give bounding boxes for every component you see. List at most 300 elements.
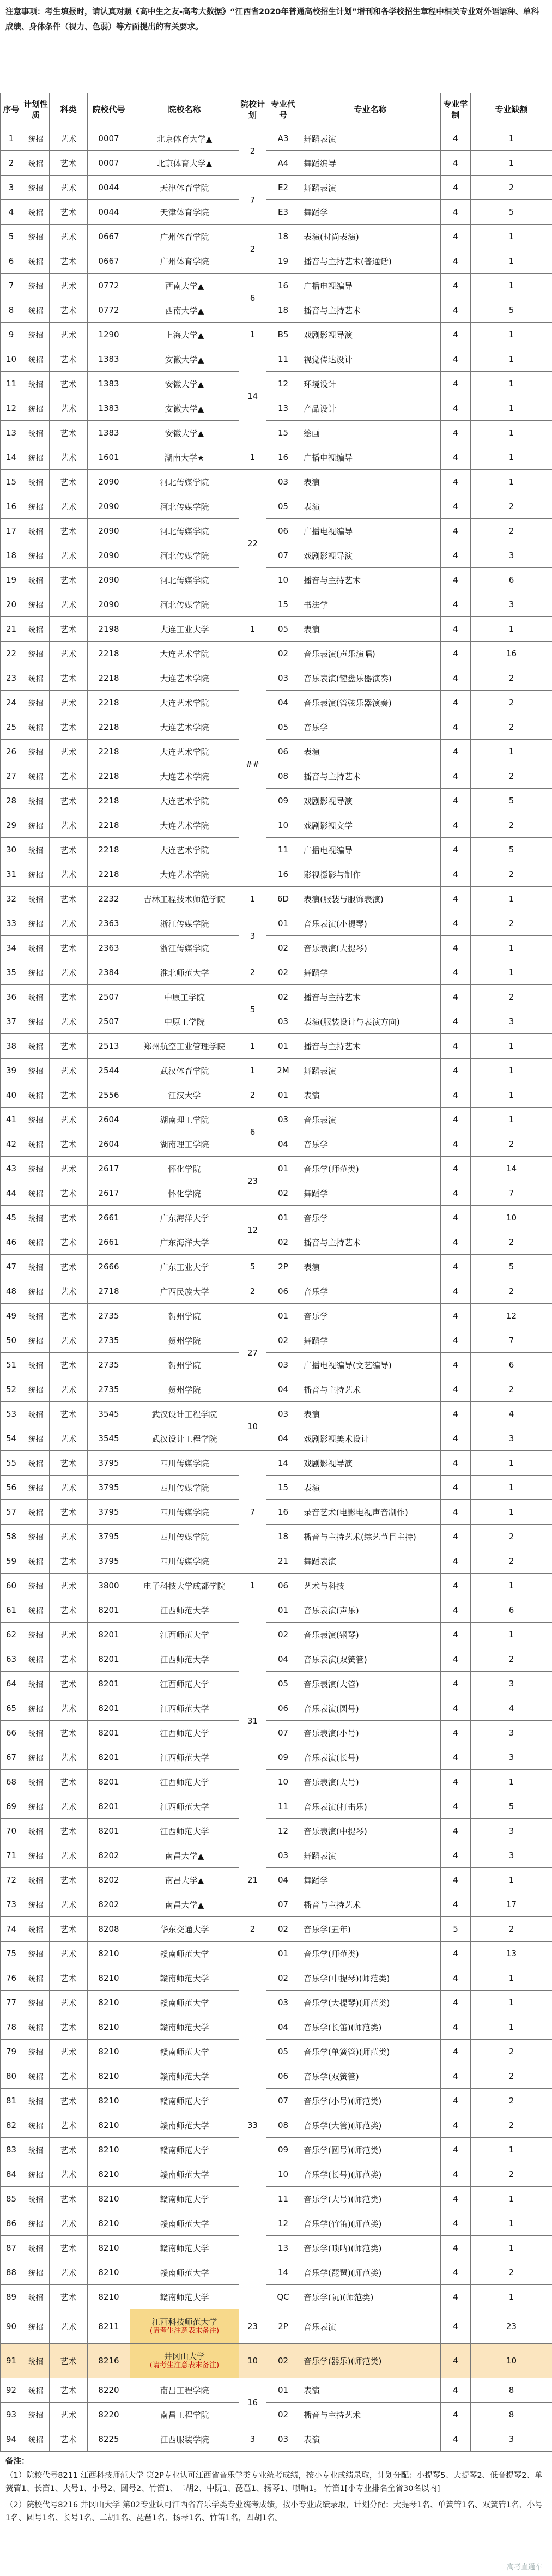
- vacancy: 1: [471, 1966, 552, 1991]
- plan-type: 统招: [22, 1574, 50, 1598]
- category: 艺术: [50, 764, 88, 789]
- table-row: [1, 1034, 552, 1059]
- school-code: 2666: [88, 1255, 130, 1279]
- table-row: [1, 1745, 552, 1770]
- plan-type: 统招: [22, 789, 50, 813]
- school-code: 8210: [88, 2138, 130, 2162]
- major-name: 广播电视编导: [300, 519, 441, 543]
- major-code: 10: [266, 1770, 300, 1794]
- school-name: 四川传媒学院: [130, 1525, 239, 1549]
- duration: 4: [441, 323, 471, 347]
- major-code: 01: [266, 1083, 300, 1108]
- school-code: 8220: [88, 2403, 130, 2427]
- plan-type: 统招: [22, 1647, 50, 1672]
- table-row: [1, 445, 552, 470]
- major-code: 05: [266, 2040, 300, 2064]
- row-index: 49: [1, 1304, 22, 1328]
- major-code: 09: [266, 2138, 300, 2162]
- table-row: [1, 2378, 552, 2403]
- school-code: 8208: [88, 1917, 130, 1942]
- duration: 4: [441, 151, 471, 176]
- school-name: 大连艺术学院: [130, 715, 239, 740]
- major-code: 03: [266, 470, 300, 494]
- major-code: 03: [266, 2427, 300, 2452]
- major-name: 音乐学(大提琴)(师范类): [300, 1991, 441, 2015]
- vacancy: 2: [471, 2260, 552, 2285]
- duration: 4: [441, 960, 471, 985]
- duration: 4: [441, 2162, 471, 2187]
- table-row: [1, 249, 552, 274]
- school-name: 河北传媒学院: [130, 519, 239, 543]
- table-row: [1, 1476, 552, 1500]
- major-name: 音乐表演(键盘乐器演奏): [300, 666, 441, 691]
- vacancy: 1: [471, 323, 552, 347]
- plan-type: 统招: [22, 1745, 50, 1770]
- school-code: 8201: [88, 1598, 130, 1623]
- school-code: 8210: [88, 2064, 130, 2089]
- major-name: 广播电视编导(文艺编导): [300, 1353, 441, 1377]
- school-name: 江西师范大学: [130, 1623, 239, 1647]
- major-code: 02: [266, 2344, 300, 2378]
- row-index: 89: [1, 2285, 22, 2309]
- duration: 4: [441, 2236, 471, 2260]
- category: 艺术: [50, 421, 88, 445]
- major-code: 03: [266, 666, 300, 691]
- vacancy: 1: [471, 1451, 552, 1476]
- major-code: 02: [266, 1328, 300, 1353]
- major-code: 03: [266, 1402, 300, 1426]
- duration: 4: [441, 126, 471, 151]
- category: 艺术: [50, 1868, 88, 1892]
- row-index: 57: [1, 1500, 22, 1525]
- school-code: 1383: [88, 396, 130, 421]
- vacancy: 4: [471, 1696, 552, 1721]
- col-index-header: 序号: [1, 93, 22, 126]
- major-code: 6D: [266, 887, 300, 911]
- school-code: 2544: [88, 1059, 130, 1083]
- school-name: 江西服装学院: [130, 2427, 239, 2452]
- row-index: 67: [1, 1745, 22, 1770]
- school-plan: 12: [239, 1206, 266, 1255]
- school-name: 大连艺术学院: [130, 642, 239, 666]
- duration: 4: [441, 225, 471, 249]
- duration: 4: [441, 1819, 471, 1843]
- major-name: 环境设计: [300, 372, 441, 396]
- table-row: [1, 691, 552, 715]
- plan-type: 统招: [22, 1991, 50, 2015]
- school-code: 0044: [88, 200, 130, 225]
- table-body: [1, 126, 552, 2452]
- plan-type: 统招: [22, 2064, 50, 2089]
- school-name: 北京体育大学▲: [130, 126, 239, 151]
- major-name: 舞蹈学: [300, 1328, 441, 1353]
- duration: 4: [441, 2089, 471, 2113]
- duration: 4: [441, 1206, 471, 1230]
- duration: 4: [441, 2064, 471, 2089]
- vacancy: 1: [471, 1574, 552, 1598]
- duration: 4: [441, 1328, 471, 1353]
- school-name: 大连艺术学院: [130, 813, 239, 838]
- plan-type: 统招: [22, 2162, 50, 2187]
- major-code: 07: [266, 2089, 300, 2113]
- major-code: 12: [266, 372, 300, 396]
- duration: 4: [441, 1279, 471, 1304]
- vacancy: 2: [471, 2040, 552, 2064]
- row-index: 35: [1, 960, 22, 985]
- plan-type: 统招: [22, 1132, 50, 1157]
- school-plan: 1: [239, 887, 266, 911]
- category: 艺术: [50, 2015, 88, 2040]
- duration: 4: [441, 1525, 471, 1549]
- school-code: 8210: [88, 2015, 130, 2040]
- vacancy: 1: [471, 1034, 552, 1059]
- school-code: 2604: [88, 1108, 130, 1132]
- major-name: 音乐表演(小提琴): [300, 911, 441, 936]
- category: 艺术: [50, 126, 88, 151]
- school-name: 大连艺术学院: [130, 838, 239, 862]
- category: 艺术: [50, 1623, 88, 1647]
- major-code: 01: [266, 911, 300, 936]
- plan-type: 统招: [22, 2187, 50, 2211]
- plan-type: 统招: [22, 1917, 50, 1942]
- table-row: [1, 2162, 552, 2187]
- school-name: 郑州航空工业管理学院: [130, 1034, 239, 1059]
- row-index: 22: [1, 642, 22, 666]
- duration: 4: [441, 274, 471, 298]
- school-code: 2218: [88, 764, 130, 789]
- duration: 4: [441, 2309, 471, 2344]
- category: 艺术: [50, 1525, 88, 1549]
- vacancy: 23: [471, 2309, 552, 2344]
- row-index: 18: [1, 543, 22, 568]
- category: 艺术: [50, 1279, 88, 1304]
- table-row: [1, 1402, 552, 1426]
- school-plan: 16: [239, 2378, 266, 2427]
- major-code: 18: [266, 1525, 300, 1549]
- school-name-text: 井冈山大学: [163, 2351, 205, 2361]
- category: 艺术: [50, 2236, 88, 2260]
- table-row: [1, 1966, 552, 1991]
- school-code: 8201: [88, 1623, 130, 1647]
- col-duration-header: 专业学制: [441, 93, 471, 126]
- vacancy: 2: [471, 691, 552, 715]
- school-code: 2661: [88, 1230, 130, 1255]
- category: 艺术: [50, 666, 88, 691]
- row-index: 26: [1, 740, 22, 764]
- school-name: 安徽大学▲: [130, 347, 239, 372]
- table-row: [1, 715, 552, 740]
- duration: 4: [441, 1353, 471, 1377]
- major-code: 04: [266, 2015, 300, 2040]
- school-name: [130, 2344, 239, 2378]
- row-index: 44: [1, 1181, 22, 1206]
- category: 艺术: [50, 2344, 88, 2378]
- col-major-name-header: 专业名称: [300, 93, 441, 126]
- plan-type: 统招: [22, 1770, 50, 1794]
- school-name: 淮北师范大学: [130, 960, 239, 985]
- major-code: 06: [266, 519, 300, 543]
- duration: 4: [441, 1868, 471, 1892]
- school-name: 江西师范大学: [130, 1672, 239, 1696]
- major-code: 14: [266, 1451, 300, 1476]
- school-name: 天津体育学院: [130, 176, 239, 200]
- school-code: 2507: [88, 985, 130, 1009]
- row-index: 9: [1, 323, 22, 347]
- plan-type: 统招: [22, 666, 50, 691]
- plan-type: 统招: [22, 985, 50, 1009]
- major-name: 音乐表演(中提琴): [300, 1819, 441, 1843]
- plan-type: 统招: [22, 2138, 50, 2162]
- table-row: [1, 2403, 552, 2427]
- school-plan: 23: [239, 2309, 266, 2344]
- major-code: 13: [266, 2236, 300, 2260]
- duration: 4: [441, 494, 471, 519]
- vacancy: 3: [471, 1009, 552, 1034]
- duration: 4: [441, 1157, 471, 1181]
- major-name: 播音与主持艺术: [300, 1892, 441, 1917]
- plan-type: 统招: [22, 2113, 50, 2138]
- table-row: [1, 2344, 552, 2378]
- vacancy: 1: [471, 1868, 552, 1892]
- major-code: QC: [266, 2285, 300, 2309]
- table-row: [1, 1991, 552, 2015]
- plan-type: 统招: [22, 1966, 50, 1991]
- major-name: 音乐表演(圆号): [300, 1696, 441, 1721]
- row-index: 94: [1, 2427, 22, 2452]
- vacancy: 1: [471, 2285, 552, 2309]
- major-name: 表演(时尚表演): [300, 225, 441, 249]
- vacancy: 17: [471, 1892, 552, 1917]
- table-row: [1, 225, 552, 249]
- duration: 4: [441, 543, 471, 568]
- row-index: 17: [1, 519, 22, 543]
- school-code: 2507: [88, 1009, 130, 1034]
- major-name: 音乐学(大号)(师范类): [300, 2187, 441, 2211]
- row-index: 13: [1, 421, 22, 445]
- table-row: [1, 1181, 552, 1206]
- vacancy: 1: [471, 740, 552, 764]
- major-code: 15: [266, 592, 300, 617]
- school-plan: 7: [239, 1451, 266, 1574]
- category: 艺术: [50, 1721, 88, 1745]
- vacancy: 3: [471, 1843, 552, 1868]
- row-index: 23: [1, 666, 22, 691]
- duration: 4: [441, 617, 471, 642]
- major-code: A4: [266, 151, 300, 176]
- remark-2: （2）院校代号8216 井冈山大学 第02专业认可江西省音乐学类专业统考成绩，按小专业成绩录取，计划分配：大提琴1名、单簧管1名、双簧管1名、小号1名、圆号1名、长号1名、二胡1名、琵琶1名、扬琴1名、竹笛1名，四胡1名。: [5, 2501, 543, 2523]
- duration: 4: [441, 1476, 471, 1500]
- school-name: 南昌大学▲: [130, 1892, 239, 1917]
- major-code: 10: [266, 813, 300, 838]
- duration: 4: [441, 1966, 471, 1991]
- school-plan: 31: [239, 1598, 266, 1843]
- school-plan: 27: [239, 1304, 266, 1402]
- table-row: [1, 2064, 552, 2089]
- school-code: 2218: [88, 862, 130, 887]
- plan-type: 统招: [22, 740, 50, 764]
- major-name: 播音与主持艺术(综艺节目主持): [300, 1525, 441, 1549]
- table-row: [1, 2211, 552, 2236]
- vacancy: 1: [471, 225, 552, 249]
- category: 艺术: [50, 151, 88, 176]
- school-code: 2090: [88, 470, 130, 494]
- duration: 5: [441, 1917, 471, 1942]
- plan-type: 统招: [22, 2285, 50, 2309]
- row-index: 10: [1, 347, 22, 372]
- row-index: 68: [1, 1770, 22, 1794]
- table-row: [1, 1157, 552, 1181]
- duration: 4: [441, 1892, 471, 1917]
- duration: 4: [441, 1451, 471, 1476]
- major-name: 音乐学(师范类): [300, 1157, 441, 1181]
- plan-type: 统招: [22, 2015, 50, 2040]
- school-plan: 1: [239, 1574, 266, 1598]
- major-name: 音乐学(长笛)(师范类): [300, 2015, 441, 2040]
- duration: 4: [441, 666, 471, 691]
- vacancy: 8: [471, 2378, 552, 2403]
- school-code: 8210: [88, 2211, 130, 2236]
- row-index: 71: [1, 1843, 22, 1868]
- school-name: 大连艺术学院: [130, 691, 239, 715]
- duration: 4: [441, 1304, 471, 1328]
- vacancy: 1: [471, 617, 552, 642]
- major-code: 04: [266, 1426, 300, 1451]
- row-index: 72: [1, 1868, 22, 1892]
- duration: 4: [441, 887, 471, 911]
- school-name-text: 江西科技师范大学: [151, 2317, 217, 2327]
- school-plan: 2: [239, 1917, 266, 1942]
- school-name: 大连艺术学院: [130, 862, 239, 887]
- table-row: [1, 274, 552, 298]
- plan-type: 统招: [22, 1892, 50, 1917]
- plan-type: 统招: [22, 764, 50, 789]
- table-row: [1, 126, 552, 151]
- plan-type: 统招: [22, 691, 50, 715]
- major-code: A3: [266, 126, 300, 151]
- school-name: 四川传媒学院: [130, 1549, 239, 1574]
- school-code: 2735: [88, 1353, 130, 1377]
- vacancy: 10: [471, 1206, 552, 1230]
- major-name: 播音与主持艺术(普通话): [300, 249, 441, 274]
- vacancy: 5: [471, 1794, 552, 1819]
- row-index: 91: [1, 2344, 22, 2378]
- vacancy: 2: [471, 176, 552, 200]
- school-name: 江西师范大学: [130, 1770, 239, 1794]
- table-row: [1, 470, 552, 494]
- major-code: 11: [266, 1794, 300, 1819]
- major-code: 06: [266, 2064, 300, 2089]
- vacancy: 1: [471, 151, 552, 176]
- major-code: 19: [266, 249, 300, 274]
- vacancy: 2: [471, 764, 552, 789]
- school-plan: 14: [239, 347, 266, 445]
- school-name: 武汉设计工程学院: [130, 1426, 239, 1451]
- duration: 4: [441, 813, 471, 838]
- school-code: 3795: [88, 1525, 130, 1549]
- plan-type: 统招: [22, 1279, 50, 1304]
- school-name: 江西师范大学: [130, 1696, 239, 1721]
- table-row: [1, 2015, 552, 2040]
- category: 艺术: [50, 1377, 88, 1402]
- school-code: 8201: [88, 1647, 130, 1672]
- duration: 4: [441, 249, 471, 274]
- plan-type: 统招: [22, 911, 50, 936]
- row-index: 31: [1, 862, 22, 887]
- major-name: 音乐表演(大提琴): [300, 936, 441, 960]
- major-code: 2M: [266, 1059, 300, 1083]
- row-index: 11: [1, 372, 22, 396]
- duration: 4: [441, 592, 471, 617]
- major-name: 音乐学(师范类): [300, 1942, 441, 1966]
- major-code: 2P: [266, 1255, 300, 1279]
- row-index: 15: [1, 470, 22, 494]
- school-name: 赣南师范大学: [130, 2260, 239, 2285]
- school-name: 河北传媒学院: [130, 470, 239, 494]
- category: 艺术: [50, 592, 88, 617]
- major-name: 音乐表演(钢琴): [300, 1623, 441, 1647]
- vacancy: 2: [471, 494, 552, 519]
- plan-type: 统招: [22, 1794, 50, 1819]
- table-row: [1, 813, 552, 838]
- category: 艺术: [50, 1328, 88, 1353]
- vacancy: 8: [471, 2403, 552, 2427]
- school-name: 赣南师范大学: [130, 2236, 239, 2260]
- category: 艺术: [50, 936, 88, 960]
- school-plan: 6: [239, 274, 266, 323]
- major-name: 播音与主持艺术: [300, 985, 441, 1009]
- duration: 4: [441, 1132, 471, 1157]
- major-code: 08: [266, 764, 300, 789]
- school-code: 1290: [88, 323, 130, 347]
- row-index: 37: [1, 1009, 22, 1034]
- duration: 4: [441, 2211, 471, 2236]
- category: 艺术: [50, 887, 88, 911]
- school-name: 广西民族大学: [130, 1279, 239, 1304]
- major-code: 16: [266, 862, 300, 887]
- row-index: 80: [1, 2064, 22, 2089]
- major-code: 03: [266, 1843, 300, 1868]
- table-row: [1, 519, 552, 543]
- duration: 4: [441, 1402, 471, 1426]
- category: 艺术: [50, 200, 88, 225]
- vacancy: 14: [471, 1157, 552, 1181]
- row-index: 50: [1, 1328, 22, 1353]
- category: 艺术: [50, 2162, 88, 2187]
- row-index: 76: [1, 1966, 22, 1991]
- table-row: [1, 666, 552, 691]
- duration: 4: [441, 740, 471, 764]
- school-name: 赣南师范大学: [130, 2089, 239, 2113]
- vacancy: 16: [471, 642, 552, 666]
- plan-type: 统招: [22, 1451, 50, 1476]
- category: 艺术: [50, 1696, 88, 1721]
- school-code: 3545: [88, 1426, 130, 1451]
- table-row: [1, 2113, 552, 2138]
- school-name: 华东交通大学: [130, 1917, 239, 1942]
- duration: 4: [441, 1574, 471, 1598]
- school-code: 2718: [88, 1279, 130, 1304]
- duration: 4: [441, 1059, 471, 1083]
- major-name: 音乐表演(大号): [300, 1770, 441, 1794]
- major-name: 表演(服装与服饰表演): [300, 887, 441, 911]
- row-index: 36: [1, 985, 22, 1009]
- table-row: [1, 1549, 552, 1574]
- school-code: 2363: [88, 911, 130, 936]
- row-index: 32: [1, 887, 22, 911]
- plan-type: 统招: [22, 274, 50, 298]
- category: 艺术: [50, 617, 88, 642]
- school-plan: 22: [239, 470, 266, 617]
